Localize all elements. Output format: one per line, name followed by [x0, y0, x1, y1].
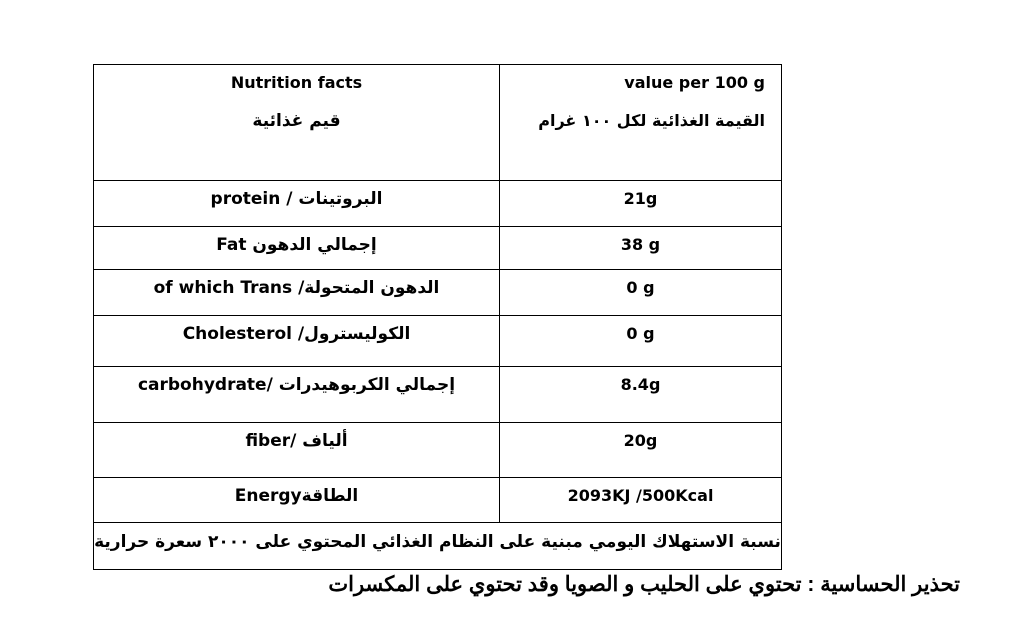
header-nutrition-facts-en: Nutrition facts [230, 73, 363, 92]
row-value: 38 g [620, 235, 661, 254]
table-row-protein [94, 181, 781, 227]
table-row-fat [94, 227, 781, 270]
table-row-carbohydrate [94, 367, 781, 423]
table-row-trans-fat [94, 270, 781, 316]
row-value: 8.4g [620, 375, 661, 394]
row-label: الدهون المتحولة/ of which Trans [153, 278, 440, 298]
header-value-per-100g-en: value per 100 g [624, 73, 765, 92]
row-label: إجمالي الكربوهيدرات /carbohydrate [137, 375, 456, 395]
header-nutrition-facts-cell [94, 65, 500, 180]
row-value: 20g [623, 431, 658, 450]
header-value-per-100g-ar: القيمة الغذائية لكل ١٠٠ غرام [538, 111, 765, 130]
row-label: إجمالي الدهون Fat [216, 235, 377, 255]
row-value: 0 g [626, 278, 655, 297]
row-value: 2093KJ /500Kcal [567, 486, 714, 505]
row-label: البروتينات / protein [210, 189, 383, 209]
allergy-warning: تحذير الحساسية : تحتوي على الحليب و الصويا وقد تحتوي على المكسرات [328, 573, 960, 596]
table-row-cholesterol [94, 316, 781, 367]
row-value: 0 g [626, 324, 655, 343]
header-nutrition-facts-ar: قيم غذائية [252, 111, 341, 131]
table-row-energy [94, 478, 781, 523]
table-footnote-row [94, 523, 781, 569]
row-label: الكوليسترول/ Cholesterol [182, 324, 411, 344]
nutrition-facts-table [93, 64, 782, 570]
table-header-row [94, 65, 781, 181]
row-label: الطاقةEnergy [234, 486, 359, 506]
row-label: ألياف /fiber [245, 431, 348, 451]
table-row-fiber [94, 423, 781, 478]
header-value-cell [500, 65, 781, 180]
row-value: 21g [623, 189, 658, 208]
daily-intake-footnote: نسبة الاستهلاك اليومي مبنية على النظام الغذائي المحتوي على ٢٠٠٠ سعرة حرارية [94, 532, 781, 552]
